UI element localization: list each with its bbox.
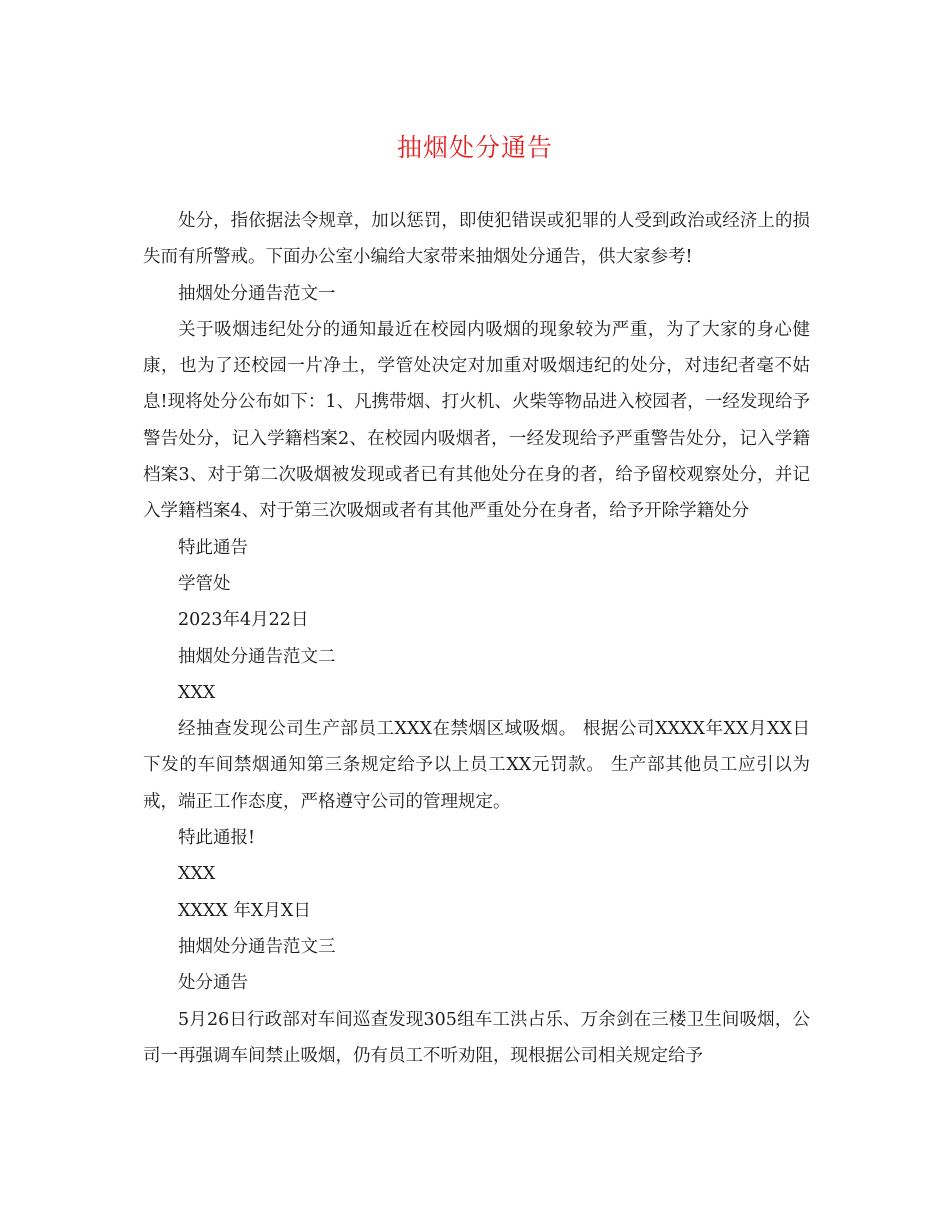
document-body bbox=[143, 203, 810, 1074]
section-heading-3: 抽烟处分通告范文三 bbox=[178, 936, 336, 957]
signature: XXX bbox=[178, 864, 216, 885]
paragraph-notice-2: 经抽查发现公司生产部员工XXX在禁烟区域吸烟。 根据公司XXXX年XX月XX日下发的车间禁烟通知第三条规定给予以上员工XX元罚款。 生产部其他员工应引以为戒，端正工作态度，严格遵守公司的管理规定。 bbox=[143, 719, 810, 812]
closing-line: 特此通报! bbox=[178, 828, 256, 849]
closing-line: 特此通告 bbox=[178, 537, 248, 558]
date-line: 2023年4月22日 bbox=[178, 610, 309, 631]
paragraph-notice-1: 关于吸烟违纪处分的通知最近在校园内吸烟的现象较为严重，为了大家的身心健康，也为了还校园一片净土，学管处决定对加重对吸烟违纪的处分，对违纪者毫不姑息!现将处分公布如下：1、凡携带烟、打火机、火柴等物品进入校园者，一经发现给予警告处分，记入学籍档案2、在校园内吸烟者，一经发现给予严重警告处分，记入学籍档案3、对于第二次吸烟被发现或者已有其他处分在身的者，给予留校观察处分，并记入学籍档案4、对于第三次吸烟或者有其他严重处分在身者，给予开除学籍处分 bbox=[143, 319, 810, 522]
paragraph-intro: 处分，指依据法令规章，加以惩罚，即使犯错误或犯罪的人受到政治或经济上的损失而有所警戒。下面办公室小编给大家带来抽烟处分通告，供大家参考! bbox=[143, 211, 810, 268]
date-line: XXXX 年X月X日 bbox=[178, 900, 311, 921]
notice-heading: 处分通告 bbox=[178, 973, 248, 994]
paragraph-notice-3: 5月26日行政部对车间巡查发现305组车工洪占乐、万余剑在三楼卫生间吸烟，公司一再强调车间禁止吸烟，仍有员工不听劝阻，现根据公司相关规定给予 bbox=[143, 1009, 810, 1066]
recipient-line: XXX bbox=[178, 682, 216, 703]
signature: 学管处 bbox=[178, 573, 231, 594]
section-heading-1: 抽烟处分通告范文一 bbox=[178, 283, 336, 304]
document-title: 抽烟处分通告 bbox=[396, 133, 553, 162]
section-heading-2: 抽烟处分通告范文二 bbox=[178, 646, 336, 667]
